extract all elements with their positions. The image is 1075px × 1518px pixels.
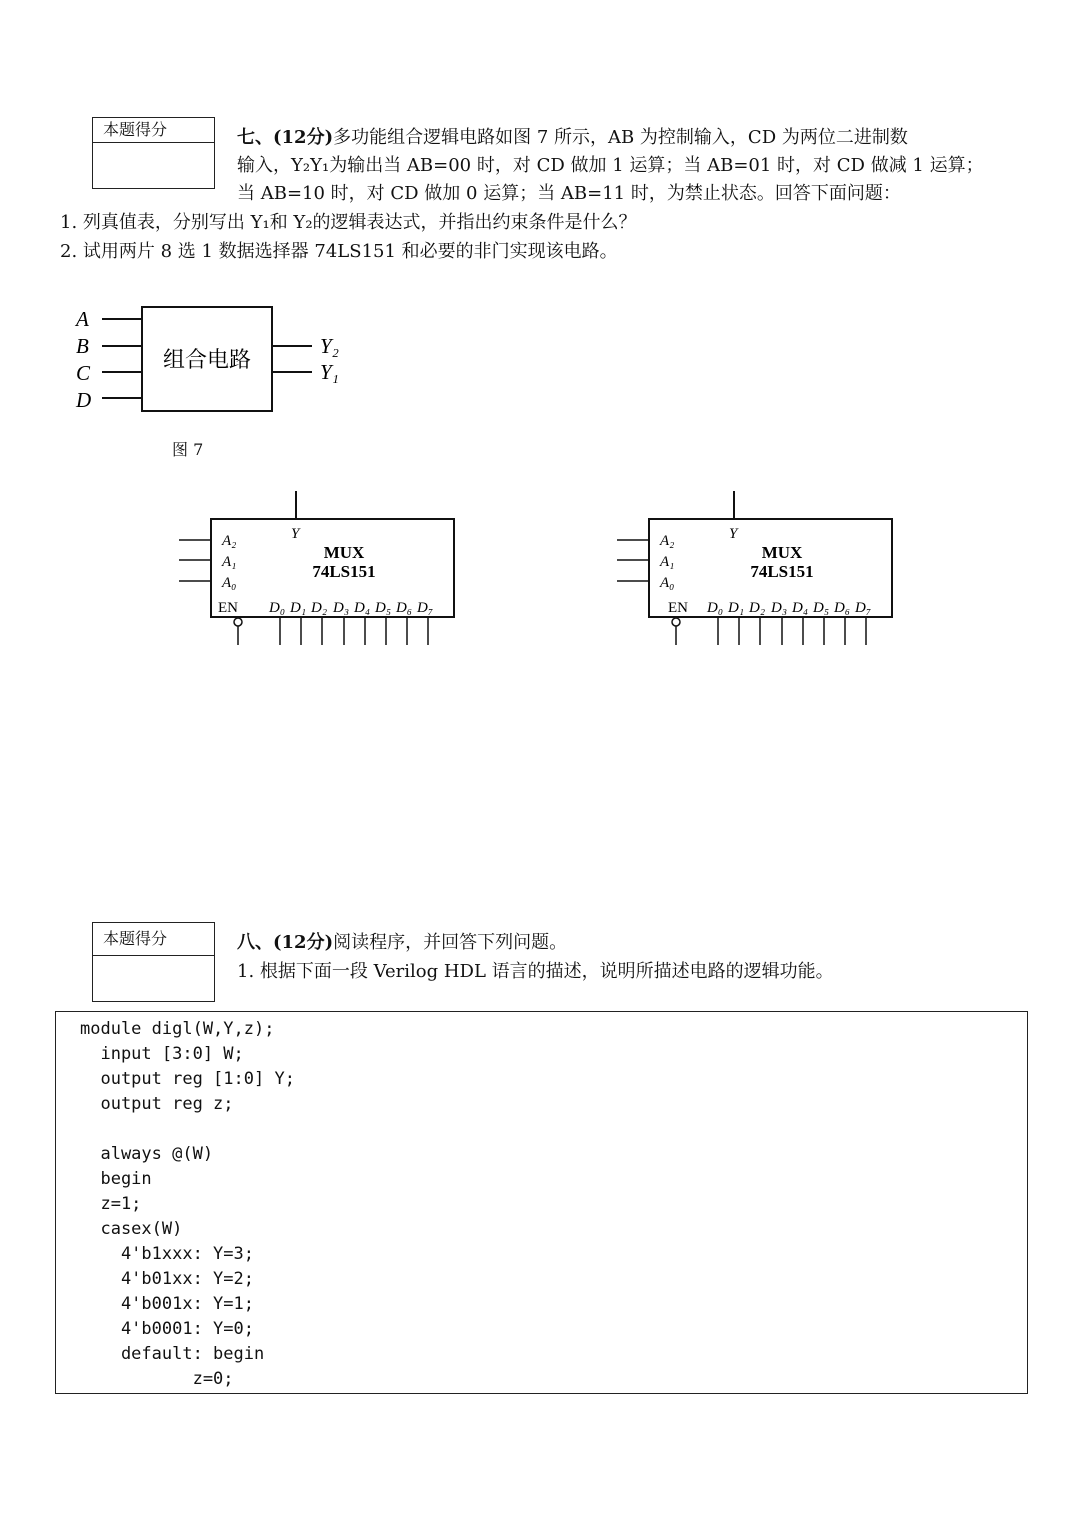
mux-right-data-lines: [718, 617, 866, 645]
input-label-c: C: [76, 361, 91, 385]
mux-right-output-label: Y: [729, 526, 738, 542]
mux-left-d0: D₀: [269, 600, 286, 616]
mux-right-enable-label: EN: [668, 600, 688, 616]
mux-left-title: MUX: [323, 543, 365, 562]
mux-right-select-a1: A₁: [660, 554, 675, 570]
mux-right-select-a0: A₀: [660, 575, 675, 591]
mux-right-title: MUX: [761, 543, 803, 562]
output-label-y1: Y₁: [320, 360, 339, 384]
q7-line2: 输入，Y₂Y₁为输出当 AB=00 时，对 CD 做加 1 运算；当 AB=01 时，对 CD 做减 1 运算；: [237, 155, 984, 176]
output-label-y2: Y₂: [320, 334, 339, 358]
mux-left: [176, 490, 466, 650]
score-box-q7: [92, 117, 215, 189]
mux-right-select-a2: A₂: [660, 533, 675, 549]
input-label-a: A: [76, 307, 89, 331]
mux-left-part: 74LS151: [312, 562, 376, 581]
mux-right-enable-bubble: [672, 618, 680, 626]
mux-left-d5: D₅: [375, 600, 392, 616]
mux-left-data-labels: [268, 600, 433, 616]
mux-right-d3: D₃: [771, 600, 788, 616]
block-label: 组合电路: [162, 347, 252, 372]
q7-line1-text: 多功能组合逻辑电路如图 7 所示，AB 为控制输入，CD 为两位二进制数: [333, 127, 908, 148]
q8-title: 八、(12分): [237, 932, 334, 953]
mux-right-d5: D₅: [813, 600, 830, 616]
score-box-label: 本题得分: [93, 118, 214, 143]
mux-left-select-a1: A₁: [222, 554, 237, 570]
mux-left-enable-label: EN: [218, 600, 238, 616]
mux-left-d4: D₄: [354, 600, 371, 616]
mux-left-d1: D₁: [290, 600, 307, 616]
mux-right-d1: D₁: [728, 600, 745, 616]
mux-left-select-a2: A₂: [222, 533, 237, 549]
mux-left-d7: D₇: [417, 600, 434, 616]
score-box-q8: [92, 922, 215, 1002]
mux-left-select-a0: A₀: [222, 575, 237, 591]
figure-caption: 图 7: [172, 440, 204, 459]
q7-item1: 1. 列真值表，分别写出 Y₁和 Y₂的逻辑表达式，并指出约束条件是什么？: [60, 212, 637, 233]
mux-right-d7: D₇: [855, 600, 872, 616]
mux-left-output-label: Y: [291, 526, 300, 542]
verilog-code: module digl(W,Y,z); input [3:0] W; output reg [1:0] Y; output reg z; always @(W) begin z=1; casex(W) 4'b1xxx: Y=3; 4'b01xx: Y=2; 4'b001x: Y=1; 4'b0001: Y=0; default: begin z=0;: [80, 1019, 295, 1389]
q7-line1: [237, 124, 908, 152]
mux-left-enable-bubble: [234, 618, 242, 626]
q8-line1-text: 阅读程序，并回答下列问题。: [333, 932, 568, 953]
mux-right-d6: D₆: [834, 600, 851, 616]
q7-item2: 2. 试用两片 8 选 1 数据选择器 74LS151 和必要的非门实现该电路。: [60, 241, 618, 262]
mux-left-data-lines: [280, 617, 428, 645]
q7-line3: 当 AB=10 时，对 CD 做加 0 运算；当 AB=11 时，为禁止状态。回答下面问题：: [237, 183, 901, 204]
q8-item1: 1. 根据下面一段 Verilog HDL 语言的描述，说明所描述电路的逻辑功能。: [237, 961, 834, 982]
mux-right-d4: D₄: [792, 600, 809, 616]
mux-right-d0: D₀: [707, 600, 724, 616]
mux-right: [614, 490, 904, 650]
input-label-b: B: [76, 334, 89, 358]
mux-left-d6: D₆: [396, 600, 413, 616]
mux-left-d3: D₃: [333, 600, 350, 616]
mux-right-part: 74LS151: [750, 562, 814, 581]
input-label-d: D: [76, 388, 92, 412]
figure-7-diagram: [60, 295, 380, 425]
code-box: [55, 1011, 1028, 1394]
mux-left-d2: D₂: [311, 600, 328, 616]
score-box-label: 本题得分: [93, 923, 214, 956]
mux-right-data-labels: [706, 600, 871, 616]
mux-right-d2: D₂: [749, 600, 766, 616]
q8-line1: [237, 929, 567, 957]
q7-title: 七、(12分): [237, 127, 334, 148]
